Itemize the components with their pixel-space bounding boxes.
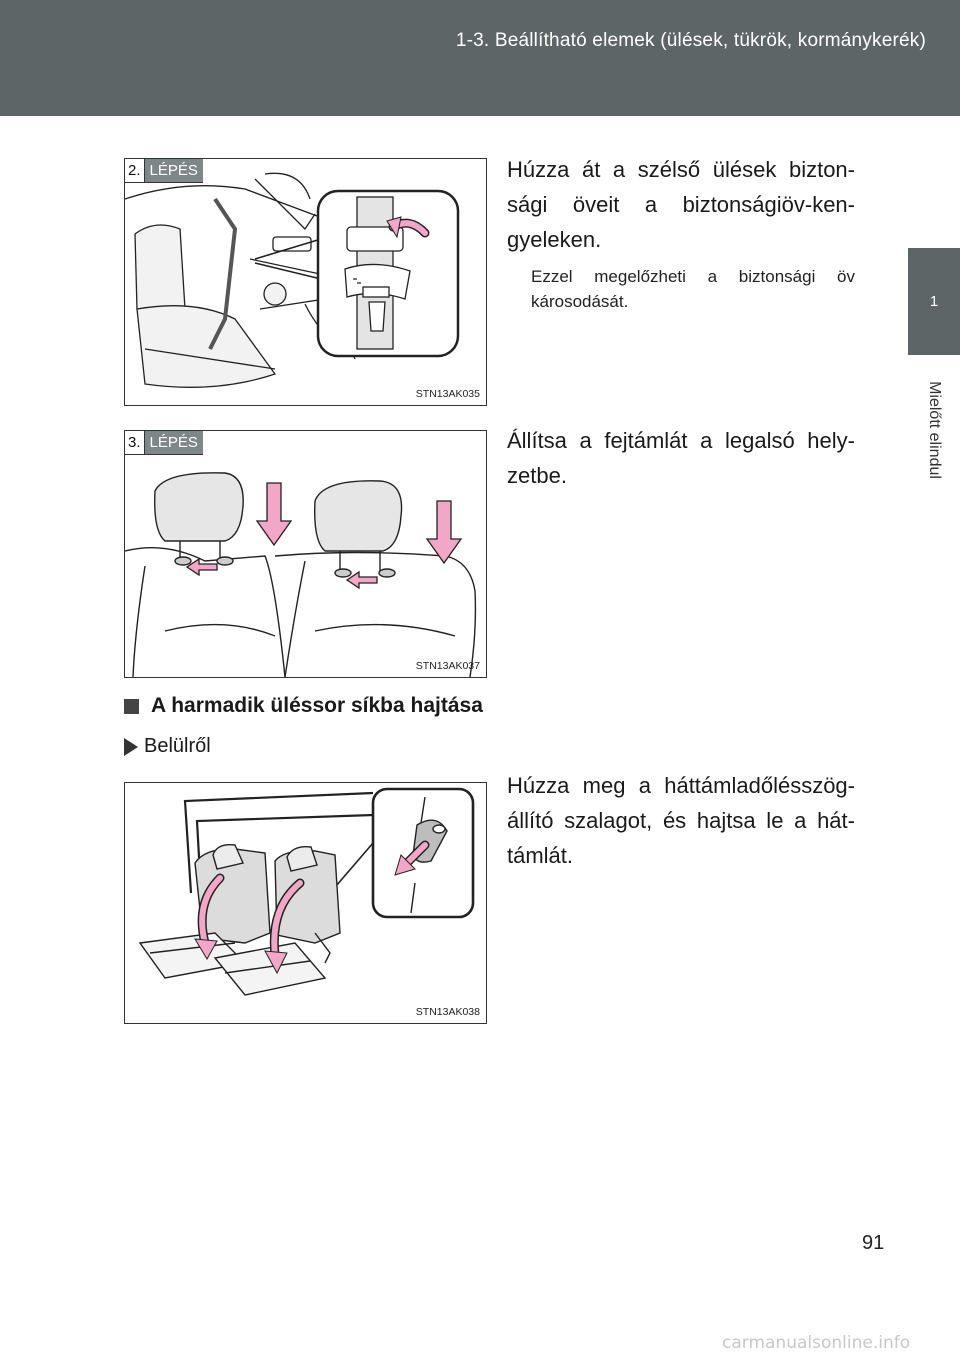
- section-heading: [124, 694, 483, 718]
- figure-code: STN13AK037: [415, 660, 480, 672]
- figure-headrest: [124, 430, 487, 678]
- figure-code: STN13AK035: [415, 388, 480, 400]
- figure-fold-seats: [124, 782, 487, 1024]
- seatbelt-illustration: [125, 159, 486, 405]
- step-3-instruction: Állítsa a fejtámlát a legalsó hely-zetbe.: [507, 428, 855, 488]
- watermark: carmanualsonline.info: [722, 1333, 911, 1353]
- sub-heading: [124, 735, 211, 758]
- step-badge-2: [125, 159, 203, 183]
- step-2-instruction: Húzza át a szélső ülések bizton-sági öveit a biztonságiöv-ken-gyeleken.: [507, 157, 855, 252]
- step-2-note: Ezzel megelőzheti a biztonsági öv károsodását.: [531, 267, 855, 311]
- page-number: 91: [862, 1232, 885, 1254]
- section-heading-text: A harmadik üléssor síkba hajtása: [151, 694, 483, 717]
- figure-code: STN13AK038: [415, 1006, 480, 1018]
- step-number: 2.: [125, 159, 145, 183]
- square-bullet-icon: [124, 699, 139, 714]
- page-header: [0, 0, 960, 116]
- triangle-bullet-icon: [124, 738, 138, 756]
- step-number: 3.: [125, 431, 145, 455]
- step-word: LÉPÉS: [145, 431, 203, 455]
- chapter-label-container: [908, 365, 960, 495]
- step-word: LÉPÉS: [145, 159, 203, 183]
- chapter-number: 1: [929, 293, 939, 310]
- headrest-illustration: [125, 431, 486, 677]
- header-title: 1-3. Beállítható elemek (ülések, tükrök, kormánykerék): [455, 30, 926, 51]
- figure-seatbelt: [124, 158, 487, 406]
- fold-instruction: Húzza meg a háttámladőlésszög-állító szalagot, és hajtsa le a hát-támlát.: [507, 773, 855, 868]
- chapter-tab: [908, 248, 960, 355]
- chapter-label: Mielőtt elindul: [926, 381, 944, 479]
- sub-heading-text: Belülről: [144, 735, 211, 757]
- fold-seat-illustration: [125, 783, 486, 1023]
- step-badge-3: [125, 431, 203, 455]
